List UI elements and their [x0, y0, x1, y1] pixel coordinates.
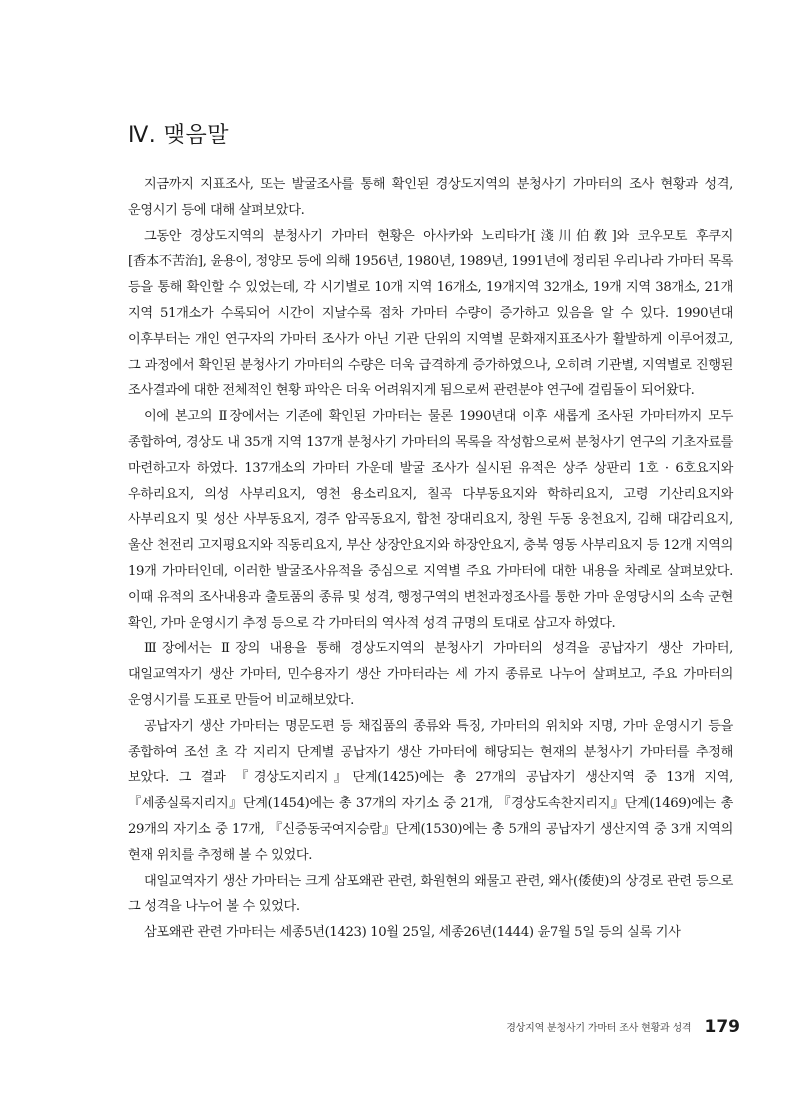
- paragraph: 대일교역자기 생산 가마터는 크게 삼포왜관 관련, 화원현의 왜물고 관련, 왜사(倭使)의 상경로 관련 등으로 그 성격을 나누어 볼 수 있었다.: [128, 873, 733, 915]
- paragraph: 이에 본고의 Ⅱ장에서는 기존에 확인된 가마터는 물론 1990년대 이후 새롭게 조사된 가마터까지 모두 종합하여, 경상도 내 35개 지역 137개 분청사기 가마터의 목록을 작성함으로써 분청사기 연구의 기초자료를 마련하고자 하였다. 137개소의 가마터 가운데 발굴 조사가 실시된 유적은 상주 상판리 1호 · 6호요지와 우하리요지, 의성 사부리요지, 영천 용소리요지, 칠곡 다부동요지와 학하리요지, 고령 기산리요지와 사부리요지 및 성산 사부동요지, 경주 암곡동요지, 합천 장대리요지, 창원 두동 웅천요지, 김해 대감리요지, 울산 천전리 고지평요지와 직동리요지, 부산 상장안요지와 하장안요지, 충북 영동 사부리요지 등 12개 지역의 19개 가마터인데, 이러한 발굴조사유적을 중심으로 지역별 주요 가마터에 대한 내용을 차례로 살펴보았다. 이때 유적의 조사내용과 출토품의 종류 및 성격, 행정구역의 변천과정조사를 통한 가마 운영당시의 소속 군현 확인, 가마 운영시기 추정 등으로 각 가마터의 역사적 성격 규명의 토대로 삼고자 하였다.: [128, 409, 733, 631]
- paragraph: 지금까지 지표조사, 또는 발굴조사를 통해 확인된 경상도지역의 분청사기 가마터의 조사 현황과 성격, 운영시기 등에 대해 살펴보았다.: [128, 177, 733, 218]
- section-title: Ⅳ. 맺음말: [128, 123, 230, 148]
- paragraph: 공납자기 생산 가마터는 명문도편 등 채집품의 종류와 특징, 가마터의 위치와 지명, 가마 운영시기 등을 종합하여 조선 초 각 지리지 단계별 공납자기 생산 가마터에 해당되는 현재의 분청사기 가마터를 추정해 보았다. 그 결과 『경상도지리지』단계(1425)에는 총 27개의 공납자기 생산지역 중 13개 지역, 『세종실록지리지』단계(1454)에는 총 37개의 자기소 중 21개, 『경상도속찬지리지』단계(1469)에는 총 29개의 자기소 중 17개, 『신증동국여지승람』단계(1530)에는 총 5개의 공납자기 생산지역 중 3개 지역의 현재 위치를 추정해 볼 수 있었다.: [128, 718, 733, 863]
- paragraph: 그동안 경상도지역의 분청사기 가마터 현황은 아사카와 노리타가[淺川伯敎]와 코우모토 후쿠지[香本不苦治], 윤용이, 정양모 등에 의해 1956년, 1980년, 1989년, 1991년에 정리된 우리나라 가마터 목록 등을 통해 확인할 수 있었는데, 각 시기별로 10개 지역 16개소, 19개지역 32개소, 19개 지역 38개소, 21개 지역 51개소가 수록되어 시간이 지날수록 점차 가마터 수량이 증가하고 있음을 알 수 있다. 1990년대 이후부터는 개인 연구자의 가마터 조사가 아닌 기관 단위의 지역별 문화재지표조사가 활발하게 이루어졌고, 그 과정에서 확인된 분청사기 가마터의 수량은 더욱 급격하게 증가하였으나, 오히려 기관별, 지역별로 진행된 조사결과에 대한 전체적인 현황 파악은 더욱 어려워지게 됨으로써 관련분야 연구에 걸림돌이 되어왔다.: [128, 228, 733, 399]
- body-text: [128, 172, 733, 946]
- page-number: 179: [704, 1016, 740, 1037]
- page-footer: [380, 1016, 740, 1037]
- paragraph: 삼포왜관 관련 가마터는 세종5년(1423) 10월 25일, 세종26년(1444) 윤7월 5일 등의 실록 기사: [144, 925, 681, 941]
- paragraph: Ⅲ장에서는 Ⅱ장의 내용을 통해 경상도지역의 분청사기 가마터의 성격을 공납자기 생산 가마터, 대일교역자기 생산 가마터, 민수용자기 생산 가마터라는 세 가지 종류로 나누어 살펴보고, 주요 가마터의 운영시기를 도표로 만들어 비교해보았다.: [128, 641, 733, 708]
- running-head: 경상지역 분청사기 가마터 조사 현황과 성격: [506, 1023, 692, 1034]
